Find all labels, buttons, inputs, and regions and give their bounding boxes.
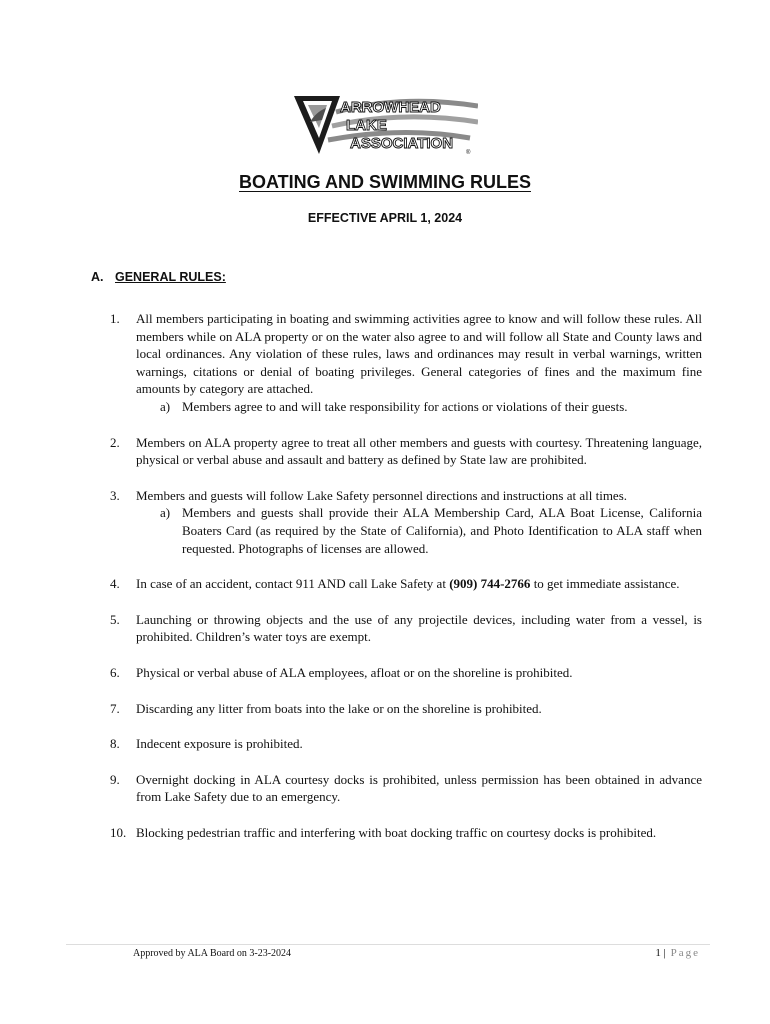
rule-subitem bbox=[136, 398, 702, 416]
rule-text: Overnight docking in ALA courtesy docks is prohibited, unless permission has been obtained in advance from Lake Safety due to an emergency. bbox=[136, 771, 702, 805]
document-title: BOATING AND SWIMMING RULES bbox=[239, 172, 531, 192]
rule-number: 10. bbox=[110, 824, 127, 840]
rule-text-after: to get immediate assistance. bbox=[530, 576, 680, 592]
rule-text bbox=[136, 575, 702, 593]
section-heading bbox=[91, 270, 226, 284]
rule-number: 7. bbox=[110, 700, 120, 716]
section-letter: A. bbox=[91, 270, 104, 284]
rule-number: 6. bbox=[110, 664, 120, 680]
page-label: Page bbox=[670, 947, 700, 959]
rule-item bbox=[110, 575, 702, 593]
rule-text-before: In case of an accident, contact 911 AND call Lake Safety at bbox=[136, 576, 450, 592]
rule-text: Members on ALA property agree to treat all other members and guests with courtesy. Threatening language, physical or verbal abuse and assault and battery as defined by State law are prohibited. bbox=[136, 434, 702, 468]
logo-line-1: ARROWHEAD bbox=[340, 99, 441, 116]
section-name: GENERAL RULES: bbox=[115, 270, 226, 284]
ala-logo bbox=[292, 92, 478, 158]
rule-text: Blocking pedestrian traffic and interfering with boat docking traffic on courtesy docks is prohibited. bbox=[136, 824, 657, 840]
rule-item bbox=[110, 434, 702, 469]
rule-item bbox=[110, 310, 702, 416]
logo-trademark: ® bbox=[466, 150, 471, 156]
subitem-text: Members and guests shall provide their ALA Membership Card, ALA Boat License, California Boaters Card (as required by the State of California), and Photo Identification to ALA staff when requested. Photographs of licenses are allowed. bbox=[182, 505, 702, 556]
rule-number: 4. bbox=[110, 576, 120, 592]
rules-list bbox=[110, 310, 702, 859]
rule-text: Launching or throwing objects and the use of any projectile devices, including water from a vessel, is prohibited. Children’s water toys are exempt. bbox=[136, 611, 702, 645]
rule-text: Indecent exposure is prohibited. bbox=[136, 736, 303, 752]
rule-number: 1. bbox=[110, 311, 120, 326]
rule-text: Physical or verbal abuse of ALA employees, afloat or on the shoreline is prohibited. bbox=[136, 664, 573, 680]
rule-number: 5. bbox=[110, 611, 120, 627]
subitem-text: Members agree to and will take responsibility for actions or violations of their guests. bbox=[182, 398, 628, 414]
rule-number: 8. bbox=[110, 736, 120, 752]
page-number: 1 bbox=[655, 947, 661, 959]
rule-item bbox=[110, 824, 702, 842]
rule-item bbox=[110, 735, 702, 753]
footer-divider bbox=[66, 944, 710, 945]
rule-number: 3. bbox=[110, 487, 120, 503]
logo-line-2: LAKE bbox=[346, 117, 387, 134]
rule-text: Members and guests will follow Lake Safety personnel directions and instructions at all times. bbox=[136, 487, 628, 503]
rule-item bbox=[110, 771, 702, 806]
lake-safety-phone: (909) 744-2766 bbox=[449, 576, 531, 592]
rule-number: 2. bbox=[110, 434, 120, 450]
rule-number: 9. bbox=[110, 771, 120, 787]
subitem-label: a) bbox=[160, 505, 171, 521]
logo-line-3: ASSOCIATION bbox=[350, 135, 454, 152]
effective-date: EFFECTIVE APRIL 1, 2024 bbox=[307, 211, 463, 225]
footer-approved: Approved by ALA Board on 3-23-2024 bbox=[133, 948, 292, 959]
subitem-label: a) bbox=[160, 398, 171, 414]
rule-text: Discarding any litter from boats into the lake or on the shoreline is prohibited. bbox=[136, 700, 542, 716]
rule-item bbox=[110, 664, 702, 682]
rule-item bbox=[110, 487, 702, 557]
rule-subitem bbox=[136, 504, 702, 557]
rule-item bbox=[110, 611, 702, 646]
rule-text: All members participating in boating and swimming activities agree to know and will follow these rules. All members while on ALA property or on the water also agree to and will follow all State and County laws and local ordinances. Any violation of these rules, laws and ordinances may result in verbal warnings, written warnings, citations or denial of boating privileges. General categories of fines and the maximum fine amounts by category are attached. bbox=[136, 311, 702, 397]
rule-item bbox=[110, 700, 702, 718]
footer-page bbox=[655, 947, 700, 959]
page-separator: | bbox=[663, 947, 666, 959]
